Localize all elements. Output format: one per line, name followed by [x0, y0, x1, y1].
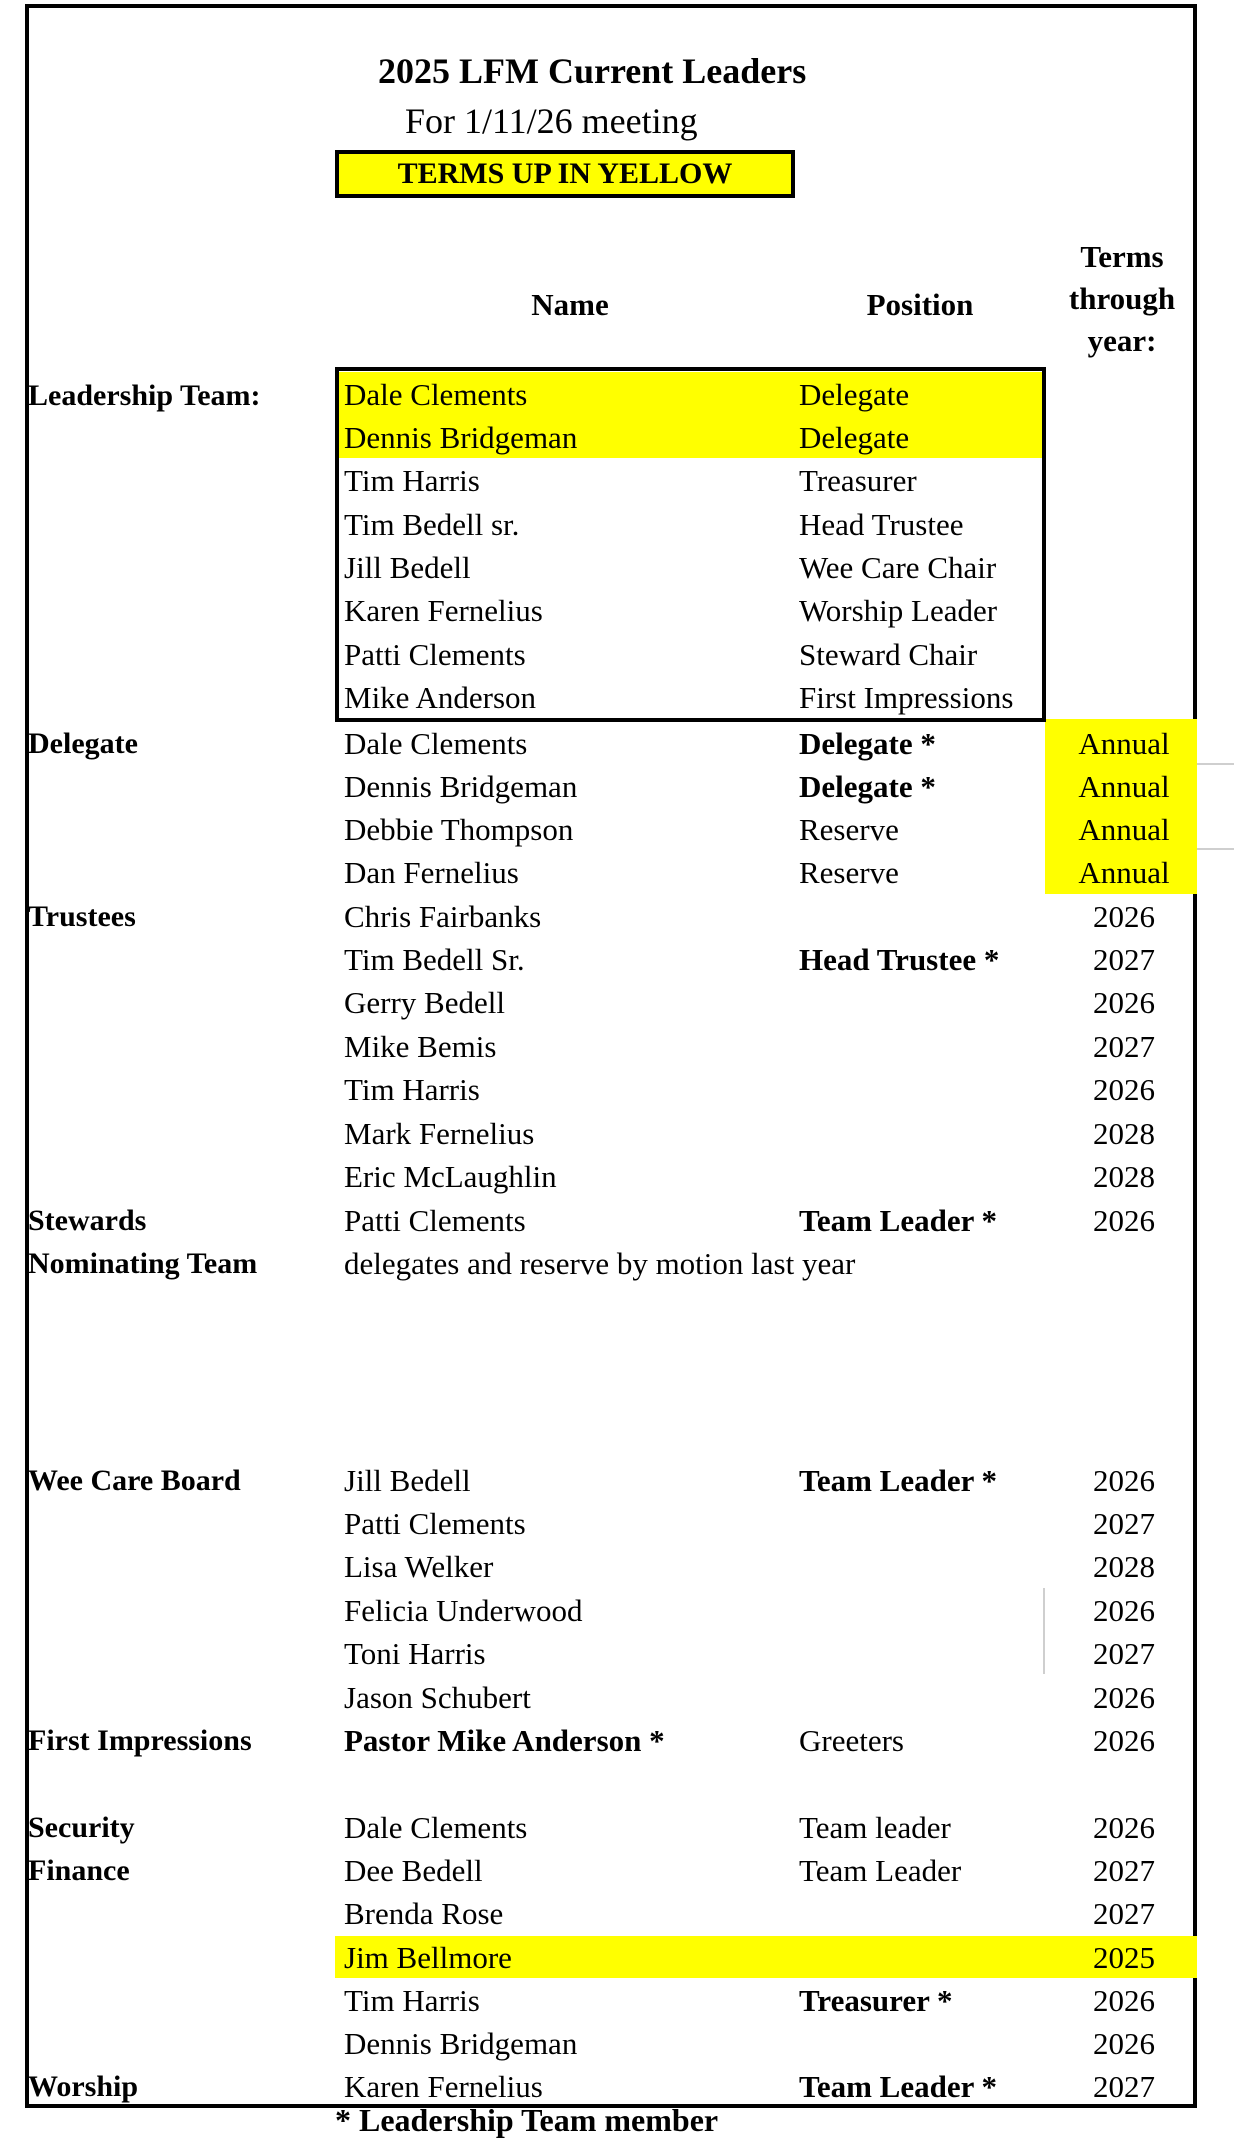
- trustee-term: 2027: [1093, 942, 1155, 977]
- finance-name: Dennis Bridgeman: [344, 2026, 578, 2061]
- faint-line: [1197, 763, 1234, 765]
- section-delegate: Delegate: [28, 727, 138, 760]
- section-first-impressions: First Impressions: [28, 1724, 252, 1757]
- leader-position: Steward Chair: [799, 637, 978, 672]
- trustee-term: 2026: [1093, 985, 1155, 1020]
- column-header-terms-2: through: [1068, 281, 1176, 316]
- weecare-name: Jill Bedell: [344, 1463, 471, 1498]
- finance-term: 2027: [1093, 1896, 1155, 1931]
- weecare-name: Felicia Underwood: [344, 1593, 583, 1628]
- column-header-terms-3: year:: [1087, 323, 1157, 358]
- leader-position: Wee Care Chair: [799, 550, 997, 585]
- trustee-name: Gerry Bedell: [344, 985, 505, 1020]
- weecare-term: 2026: [1093, 1680, 1155, 1715]
- trustee-position: Head Trustee *: [799, 942, 1000, 977]
- leader-name: Mike Anderson: [344, 680, 537, 715]
- leader-position: Delegate: [799, 377, 910, 412]
- weecare-name: Lisa Welker: [344, 1549, 494, 1584]
- delegate-name: Dale Clements: [344, 726, 528, 761]
- first-impressions-name: Pastor Mike Anderson *: [344, 1723, 665, 1758]
- first-impressions-term: 2026: [1093, 1723, 1155, 1758]
- weecare-term: 2027: [1093, 1636, 1155, 1671]
- trustee-term: 2026: [1093, 1072, 1155, 1107]
- trustee-name: Tim Harris: [344, 1072, 480, 1107]
- faint-line: [1197, 848, 1234, 850]
- leader-name: Dale Clements: [344, 377, 528, 412]
- weecare-term: 2028: [1093, 1549, 1155, 1584]
- faint-line: [1043, 1588, 1045, 1674]
- leader-name: Jill Bedell: [344, 550, 471, 585]
- finance-name: Jim Bellmore: [344, 1940, 512, 1975]
- weecare-term: 2026: [1093, 1463, 1155, 1498]
- section-wee-care-board: Wee Care Board: [28, 1464, 241, 1497]
- finance-term: 2027: [1093, 1853, 1155, 1888]
- trustee-name: Chris Fairbanks: [344, 899, 542, 934]
- section-stewards: Stewards: [28, 1204, 147, 1237]
- leader-name: Patti Clements: [344, 637, 526, 672]
- page-title: 2025 LFM Current Leaders: [378, 51, 807, 91]
- leader-position: Head Trustee: [799, 507, 964, 542]
- column-header-name: Name: [531, 287, 609, 322]
- delegate-term: Annual: [1078, 769, 1170, 804]
- section-worship: Worship: [28, 2070, 139, 2103]
- finance-position: Treasurer *: [799, 1983, 953, 2018]
- security-position: Team leader: [799, 1810, 951, 1845]
- worship-name: Karen Fernelius: [344, 2069, 543, 2104]
- steward-position: Team Leader *: [799, 1203, 998, 1238]
- weecare-term: 2026: [1093, 1593, 1155, 1628]
- leader-position: Treasurer: [799, 463, 917, 498]
- first-impressions-position: Greeters: [799, 1723, 904, 1758]
- delegate-name: Dan Fernelius: [344, 855, 519, 890]
- terms-banner: TERMS UP IN YELLOW: [335, 150, 795, 198]
- section-leadership-team: Leadership Team:: [28, 379, 261, 412]
- finance-name: Dee Bedell: [344, 1853, 483, 1888]
- leader-position: Delegate: [799, 420, 910, 455]
- trustee-name: Eric McLaughlin: [344, 1159, 557, 1194]
- finance-position: Team Leader: [799, 1853, 962, 1888]
- trustee-term: 2028: [1093, 1159, 1155, 1194]
- worship-term: 2027: [1093, 2069, 1155, 2104]
- section-finance: Finance: [28, 1854, 130, 1887]
- delegate-position: Reserve: [799, 812, 899, 847]
- security-term: 2026: [1093, 1810, 1155, 1845]
- trustee-term: 2028: [1093, 1116, 1155, 1151]
- trustee-term: 2027: [1093, 1029, 1155, 1064]
- delegate-term: Annual: [1078, 726, 1170, 761]
- trustee-name: Mark Fernelius: [344, 1116, 535, 1151]
- trustee-name: Tim Bedell Sr.: [344, 942, 525, 977]
- nominating-note: delegates and reserve by motion last year: [344, 1246, 856, 1281]
- worship-position: Team Leader *: [799, 2069, 998, 2104]
- page-subtitle: For 1/11/26 meeting: [405, 101, 698, 141]
- delegate-position: Delegate *: [799, 726, 936, 761]
- leader-name: Dennis Bridgeman: [344, 420, 578, 455]
- trustee-term: 2026: [1093, 899, 1155, 934]
- column-header-position: Position: [866, 287, 974, 322]
- leader-name: Tim Harris: [344, 463, 480, 498]
- steward-name: Patti Clements: [344, 1203, 526, 1238]
- weecare-name: Jason Schubert: [344, 1680, 531, 1715]
- leader-position: First Impressions: [799, 680, 1014, 715]
- column-header-terms-1: Terms: [1080, 239, 1164, 274]
- security-name: Dale Clements: [344, 1810, 528, 1845]
- section-trustees: Trustees: [28, 900, 136, 933]
- finance-name: Brenda Rose: [344, 1896, 504, 1931]
- finance-term: 2025: [1093, 1940, 1155, 1975]
- finance-name: Tim Harris: [344, 1983, 480, 2018]
- trustee-name: Mike Bemis: [344, 1029, 497, 1064]
- delegate-name: Debbie Thompson: [344, 812, 574, 847]
- weecare-name: Toni Harris: [344, 1636, 486, 1671]
- weecare-name: Patti Clements: [344, 1506, 526, 1541]
- delegate-term: Annual: [1078, 812, 1170, 847]
- leader-name: Karen Fernelius: [344, 593, 543, 628]
- section-nominating-team: Nominating Team: [28, 1247, 258, 1280]
- leader-position: Worship Leader: [799, 593, 998, 628]
- section-security: Security: [28, 1811, 135, 1844]
- weecare-position: Team Leader *: [799, 1463, 998, 1498]
- steward-term: 2026: [1093, 1203, 1155, 1238]
- delegate-term: Annual: [1078, 855, 1170, 890]
- leader-name: Tim Bedell sr.: [344, 507, 520, 542]
- finance-term: 2026: [1093, 2026, 1155, 2061]
- delegate-name: Dennis Bridgeman: [344, 769, 578, 804]
- delegate-position: Delegate *: [799, 769, 936, 804]
- weecare-term: 2027: [1093, 1506, 1155, 1541]
- delegate-position: Reserve: [799, 855, 899, 890]
- finance-term: 2026: [1093, 1983, 1155, 2018]
- footer-note: * Leadership Team member: [335, 2102, 719, 2138]
